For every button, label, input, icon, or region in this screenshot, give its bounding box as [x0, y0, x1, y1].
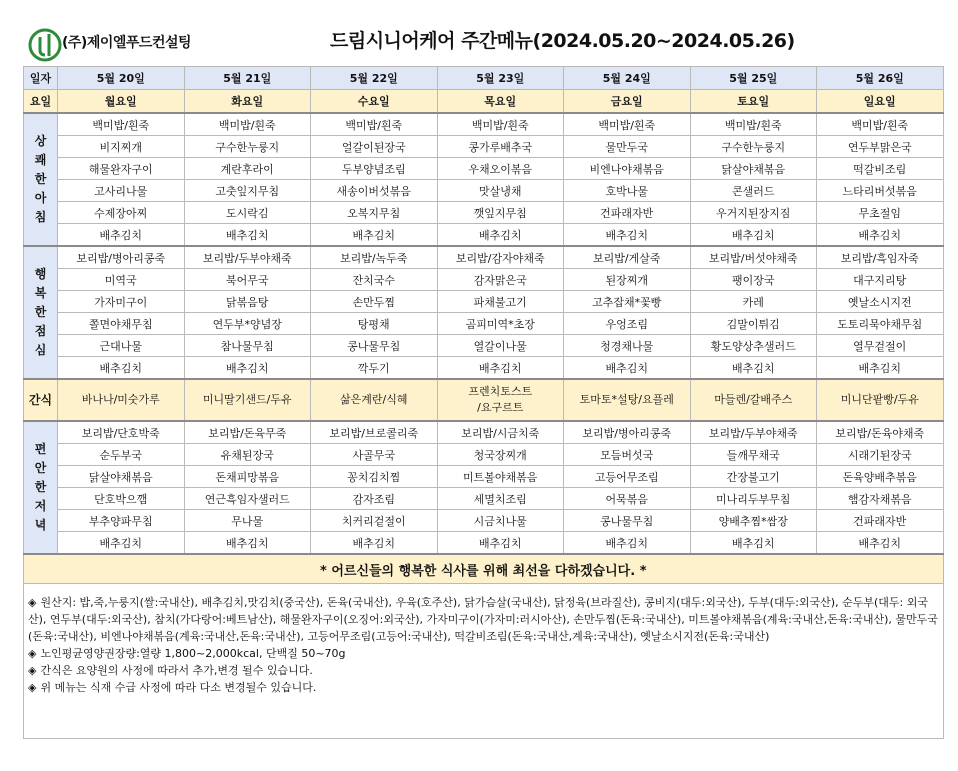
snack-item: 바나나/미숫가루 — [58, 379, 185, 421]
dinner-row — [24, 510, 944, 532]
day-cell: 화요일 — [184, 90, 311, 114]
lunch-row — [24, 357, 944, 380]
menu-item: 배추김치 — [58, 224, 185, 247]
date-cell: 5월 21일 — [184, 67, 311, 90]
company-logo-icon — [28, 28, 62, 62]
date-cell: 5월 20일 — [58, 67, 185, 90]
menu-item: 보리밥/녹두죽 — [311, 246, 438, 269]
menu-item: 떡갈비조림 — [817, 158, 944, 180]
menu-item: 꽁치김치찜 — [311, 466, 438, 488]
menu-item: 배추김치 — [184, 357, 311, 380]
diamond-bullet-icon: ◈ — [28, 681, 37, 694]
diamond-bullet-icon: ◈ — [28, 647, 37, 660]
menu-item: 물만두국 — [564, 136, 691, 158]
menu-item: 구수한누룽지 — [184, 136, 311, 158]
menu-item: 고춧잎지무침 — [184, 180, 311, 202]
menu-item: 도토리묵야채무침 — [817, 313, 944, 335]
menu-item: 깻잎지무침 — [437, 202, 564, 224]
menu-item: 깍두기 — [311, 357, 438, 380]
menu-item: 보리밥/돈육야채죽 — [817, 421, 944, 444]
menu-item: 배추김치 — [690, 224, 817, 247]
menu-item: 배추김치 — [184, 532, 311, 555]
menu-item: 탕평채 — [311, 313, 438, 335]
dinner-label: 편 안 한 저 녁 — [24, 421, 58, 554]
lunch-row — [24, 246, 944, 269]
menu-item: 도시락김 — [184, 202, 311, 224]
menu-item: 보리밥/흑임자죽 — [817, 246, 944, 269]
menu-item: 백미밥/흰죽 — [690, 113, 817, 136]
menu-item: 무나물 — [184, 510, 311, 532]
breakfast-row — [24, 202, 944, 224]
footer-notes — [24, 584, 944, 739]
snack-item: 마들렌/갈배주스 — [690, 379, 817, 421]
footer-origin: ◈ 원산지: 밥,죽,누룽지(쌀:국내산), 배추김치,맛김치(중국산), 돈육(국내산), 우육(호주산), 닭가슴살(국내산), 닭정육(브라질산), 콩비지(대두:외국산), 두부(대두:외국산), 순두부(대두: 외국산), 연두부(대두:외국산), 참치(가다랑어:베트남산), 해물완자구이(오징어:외국산), 가자미구이(가자미:러시아산), 손만두찜(돈육:국내산), 미트볼야채볶음(계육:국내산,돈육:국내산), 물만두국(돈육:국내산), 비엔나야채볶음(계육:국내산,돈육:국내산), 고등어무조림(고등어:국내산), 떡갈비조림(돈육:국내산,계육:국내산), 옛날소시지전(돈육:국내산) — [28, 596, 938, 643]
snack-item: 프렌치토스트 /요구르트 — [437, 379, 564, 421]
dinner-row — [24, 532, 944, 555]
footer-row — [24, 584, 944, 739]
menu-item: 보리밥/감자야채죽 — [437, 246, 564, 269]
menu-item: 파채불고기 — [437, 291, 564, 313]
date-cell: 5월 26일 — [817, 67, 944, 90]
breakfast-row — [24, 158, 944, 180]
menu-item: 감자맑은국 — [437, 269, 564, 291]
menu-item: 우거지된장지짐 — [690, 202, 817, 224]
menu-item: 배추김치 — [690, 532, 817, 555]
menu-item: 얼갈이된장국 — [311, 136, 438, 158]
menu-item: 열갈이나물 — [437, 335, 564, 357]
menu-item: 돈채피망볶음 — [184, 466, 311, 488]
lunch-row — [24, 313, 944, 335]
diamond-bullet-icon: ◈ — [28, 664, 37, 677]
menu-item: 보리밥/버섯야채죽 — [690, 246, 817, 269]
menu-item: 건파래자반 — [564, 202, 691, 224]
menu-item: 오복지무침 — [311, 202, 438, 224]
menu-item: 우엉조림 — [564, 313, 691, 335]
menu-item: 콩가루배추국 — [437, 136, 564, 158]
menu-item: 보리밥/단호박죽 — [58, 421, 185, 444]
menu-item: 백미밥/흰죽 — [58, 113, 185, 136]
menu-item: 배추김치 — [184, 224, 311, 247]
menu-item: 고사리나물 — [58, 180, 185, 202]
menu-item: 콘샐러드 — [690, 180, 817, 202]
menu-item: 닭볶음탕 — [184, 291, 311, 313]
menu-item: 두부양념조림 — [311, 158, 438, 180]
menu-item: 수제장아찌 — [58, 202, 185, 224]
menu-item: 세멸치조림 — [437, 488, 564, 510]
menu-item: 참나물무침 — [184, 335, 311, 357]
date-label: 일자 — [24, 67, 58, 90]
menu-item: 배추김치 — [311, 532, 438, 555]
menu-item: 콩나물무침 — [311, 335, 438, 357]
day-cell: 일요일 — [817, 90, 944, 114]
footer-nutrition: ◈ 노인평균영양권장량:열량 1,800~2,000kcal, 단백질 50~70g — [28, 647, 346, 660]
day-label: 요일 — [24, 90, 58, 114]
menu-item: 감자조림 — [311, 488, 438, 510]
menu-item: 가자미구이 — [58, 291, 185, 313]
page-header — [0, 0, 958, 64]
menu-item: 미트볼야채볶음 — [437, 466, 564, 488]
menu-item: 대구지리탕 — [817, 269, 944, 291]
menu-item: 백미밥/흰죽 — [437, 113, 564, 136]
menu-item: 북어무국 — [184, 269, 311, 291]
day-cell: 목요일 — [437, 90, 564, 114]
menu-item: 호박나물 — [564, 180, 691, 202]
menu-item: 무초절임 — [817, 202, 944, 224]
date-row — [24, 67, 944, 90]
diamond-bullet-icon: ◈ — [28, 596, 37, 609]
menu-item: 고추잡채*꽃빵 — [564, 291, 691, 313]
menu-item: 느타리버섯볶음 — [817, 180, 944, 202]
menu-item: 백미밥/흰죽 — [311, 113, 438, 136]
menu-item: 부추양파무침 — [58, 510, 185, 532]
lunch-row — [24, 335, 944, 357]
menu-item: 손만두찜 — [311, 291, 438, 313]
menu-item: 우채오이볶음 — [437, 158, 564, 180]
menu-item: 새송이버섯볶음 — [311, 180, 438, 202]
date-cell: 5월 24일 — [564, 67, 691, 90]
menu-item: 보리밥/게살죽 — [564, 246, 691, 269]
menu-item: 김말이튀김 — [690, 313, 817, 335]
menu-item: 치커리겉절이 — [311, 510, 438, 532]
menu-item: 미나리두부무침 — [690, 488, 817, 510]
menu-item: 양배추찜*쌈장 — [690, 510, 817, 532]
dinner-row — [24, 466, 944, 488]
day-cell: 토요일 — [690, 90, 817, 114]
day-cell: 수요일 — [311, 90, 438, 114]
menu-item: 배추김치 — [564, 532, 691, 555]
menu-item: 구수한누룽지 — [690, 136, 817, 158]
menu-item: 시금치나물 — [437, 510, 564, 532]
menu-item: 시래기된장국 — [817, 444, 944, 466]
footer-snack-note: ◈ 간식은 요양원의 사정에 따라서 추가,변경 될수 있습니다. — [28, 664, 313, 677]
menu-item: 카레 — [690, 291, 817, 313]
menu-item: 간장불고기 — [690, 466, 817, 488]
menu-item: 연두부*양념장 — [184, 313, 311, 335]
menu-item: 미역국 — [58, 269, 185, 291]
weekly-menu-table — [23, 66, 944, 739]
menu-item: 백미밥/흰죽 — [564, 113, 691, 136]
footer-menu-note: ◈ 위 메뉴는 식재 수급 사정에 따라 다소 변경될수 있습니다. — [28, 681, 317, 694]
menu-item: 된장찌개 — [564, 269, 691, 291]
lunch-row — [24, 291, 944, 313]
menu-item: 보리밥/브로콜리죽 — [311, 421, 438, 444]
menu-item: 백미밥/흰죽 — [817, 113, 944, 136]
dinner-row — [24, 421, 944, 444]
menu-item: 단호박으깸 — [58, 488, 185, 510]
menu-item: 보리밥/시금치죽 — [437, 421, 564, 444]
menu-item: 보리밥/두부야채죽 — [184, 246, 311, 269]
menu-item: 배추김치 — [58, 532, 185, 555]
menu-item: 곰피미역*초장 — [437, 313, 564, 335]
menu-item: 들깨무채국 — [690, 444, 817, 466]
day-row — [24, 90, 944, 114]
menu-item: 배추김치 — [564, 357, 691, 380]
breakfast-row — [24, 180, 944, 202]
menu-item: 건파래자반 — [817, 510, 944, 532]
menu-item: 순두부국 — [58, 444, 185, 466]
page-title: 드림시니어케어 주간메뉴(2024.05.20~2024.05.26) — [330, 30, 795, 52]
menu-item: 배추김치 — [437, 532, 564, 555]
snack-item: 삶은계란/식혜 — [311, 379, 438, 421]
menu-item: 계란후라이 — [184, 158, 311, 180]
menu-item: 배추김치 — [817, 224, 944, 247]
menu-item: 맛살냉채 — [437, 180, 564, 202]
menu-item: 쫄면야채무침 — [58, 313, 185, 335]
menu-item: 고등어무조림 — [564, 466, 691, 488]
notice-row — [24, 554, 944, 584]
menu-item: 돈육양배추볶음 — [817, 466, 944, 488]
day-cell: 월요일 — [58, 90, 185, 114]
snack-row — [24, 379, 944, 421]
menu-item: 햄감자채볶음 — [817, 488, 944, 510]
menu-item: 유채된장국 — [184, 444, 311, 466]
dinner-row — [24, 488, 944, 510]
menu-item: 배추김치 — [690, 357, 817, 380]
menu-item: 배추김치 — [311, 224, 438, 247]
menu-item: 백미밥/흰죽 — [184, 113, 311, 136]
snack-item: 미니단팥빵/두유 — [817, 379, 944, 421]
date-cell: 5월 22일 — [311, 67, 438, 90]
menu-item: 배추김치 — [437, 357, 564, 380]
menu-item: 해물완자구이 — [58, 158, 185, 180]
breakfast-label: 상 쾌 한 아 침 — [24, 113, 58, 246]
menu-item: 사골무국 — [311, 444, 438, 466]
menu-item: 옛날소시지전 — [817, 291, 944, 313]
breakfast-row — [24, 224, 944, 247]
notice-text: * 어르신들의 행복한 식사를 위해 최선을 다하겠습니다. * — [24, 554, 944, 584]
day-cell: 금요일 — [564, 90, 691, 114]
menu-item: 보리밥/돈육무죽 — [184, 421, 311, 444]
menu-item: 비지찌개 — [58, 136, 185, 158]
menu-item: 열무겉절이 — [817, 335, 944, 357]
breakfast-row — [24, 113, 944, 136]
dinner-row — [24, 444, 944, 466]
menu-item: 비엔나야채볶음 — [564, 158, 691, 180]
breakfast-row — [24, 136, 944, 158]
menu-item: 모듬버섯국 — [564, 444, 691, 466]
snack-label: 간식 — [24, 379, 58, 421]
menu-item: 배추김치 — [817, 357, 944, 380]
snack-item: 토마토*설탕/요플레 — [564, 379, 691, 421]
lunch-label: 행 복 한 점 심 — [24, 246, 58, 379]
menu-item: 근대나물 — [58, 335, 185, 357]
menu-item: 배추김치 — [58, 357, 185, 380]
lunch-row — [24, 269, 944, 291]
menu-item: 보리밥/병아리콩죽 — [564, 421, 691, 444]
menu-item: 배추김치 — [437, 224, 564, 247]
menu-item: 보리밥/병아리콩죽 — [58, 246, 185, 269]
menu-item: 연근흑임자샐러드 — [184, 488, 311, 510]
company-name: (주)제이엘푸드컨설팅 — [62, 35, 192, 51]
menu-item: 청경채나물 — [564, 335, 691, 357]
menu-item: 배추김치 — [817, 532, 944, 555]
date-cell: 5월 23일 — [437, 67, 564, 90]
menu-item: 닭살야채볶음 — [690, 158, 817, 180]
menu-item: 팽이장국 — [690, 269, 817, 291]
menu-item: 배추김치 — [564, 224, 691, 247]
snack-item: 미니딸기샌드/두유 — [184, 379, 311, 421]
menu-item: 청국장찌개 — [437, 444, 564, 466]
menu-item: 연두부맑은국 — [817, 136, 944, 158]
menu-item: 황도양상추샐러드 — [690, 335, 817, 357]
menu-item: 어묵볶음 — [564, 488, 691, 510]
date-cell: 5월 25일 — [690, 67, 817, 90]
menu-item: 콩나물무침 — [564, 510, 691, 532]
menu-item: 닭살야채볶음 — [58, 466, 185, 488]
menu-item: 잔치국수 — [311, 269, 438, 291]
menu-item: 보리밥/두부야채죽 — [690, 421, 817, 444]
